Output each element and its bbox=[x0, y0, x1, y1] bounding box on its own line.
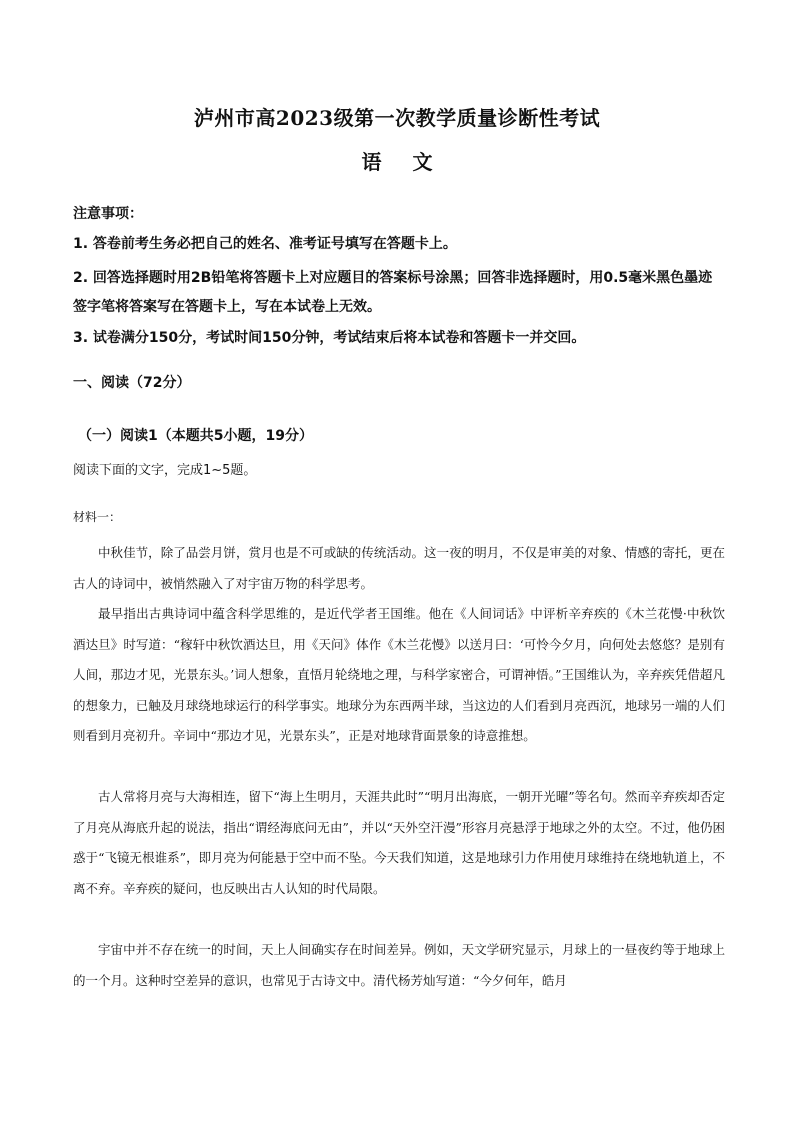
subject-title: 语 文 bbox=[361, 150, 445, 174]
exam-title: 泸州市高2023级第一次教学质量诊断性考试 bbox=[193, 106, 601, 130]
material-paragraph: 中秋佳节，除了品尝月饼，赏月也是不可或缺的传统活动。这一夜的明月，不仅是审美的对象、情感的寄托，更在古人的诗词中，被悄然融入了对宇宙万物的科学思考。 bbox=[73, 545, 725, 591]
reading-instruction: 阅读下面的文字，完成1~5题。 bbox=[73, 463, 257, 478]
notice-item-1: 1. 答卷前考生务必把自己的姓名、准考证号填写在答题卡上。 bbox=[73, 236, 457, 252]
material-label: 材料一： bbox=[73, 510, 122, 524]
material-paragraph: 最早指出古典诗词中蕴含科学思维的，是近代学者王国维。他在《人间词话》中评析辛弃疾的《木兰花慢·中秋饮酒达旦》时写道：“稼轩中秋饮酒达旦，用《天问》体作《木兰花慢》以送月曰：‘可怜今夕月，向何处去悠悠？是别有人间，那边才见，光景东头。’词人想象，直悟月轮绕地之理，与科学家密合，可谓神悟。”王国维认为，辛弃疾凭借超凡的想象力，已触及月球绕地球运行的科学事实。地球分为东西两半球，当这边的人们看到月亮西沉，地球另一端的人们则看到月亮初升。辛词中“那边才见，光景东头”，正是对地球背面景象的诗意推想。 bbox=[73, 606, 725, 743]
notice-item-2: 2. 回答选择题时用2B铅笔将答题卡上对应题目的答案标号涂黑；回答非选择题时，用0.5毫米黑色墨迹签字笔将答案写在答题卡上，写在本试卷上无效。 bbox=[73, 270, 713, 315]
sub-section-heading: （一）阅读1（本题共5小题，19分） bbox=[78, 428, 313, 444]
section-heading: 一、阅读（72分） bbox=[73, 375, 191, 391]
material-paragraph: 古人常将月亮与大海相连，留下“海上生明月，天涯共此时”“明月出海底，一朝开光曜”等名句。然而辛弃疾却否定了月亮从海底升起的说法，指出“谓经海底问无由”，并以“天外空汗漫”形容月亮悬浮于地球之外的太空。不过，他仍困惑于“飞镜无根谁系”，即月亮为何能悬于空中而不坠。今天我们知道，这是地球引力作用使月球维持在绕地轨道上，不离不弃。辛弃疾的疑问，也反映出古人认知的时代局限。 bbox=[73, 789, 725, 896]
notice-heading: 注意事项： bbox=[73, 206, 143, 222]
notice-item-3: 3. 试卷满分150分，考试时间150分钟，考试结束后将本试卷和答题卡一并交回。 bbox=[73, 330, 586, 346]
material-paragraph: 宇宙中并不存在统一的时间，天上人间确实存在时间差异。例如，天文学研究显示，月球上的一昼夜约等于地球上的一个月。这种时空差异的意识，也常见于古诗文中。清代杨芳灿写道：“今夕何年，皓月 bbox=[73, 942, 725, 988]
